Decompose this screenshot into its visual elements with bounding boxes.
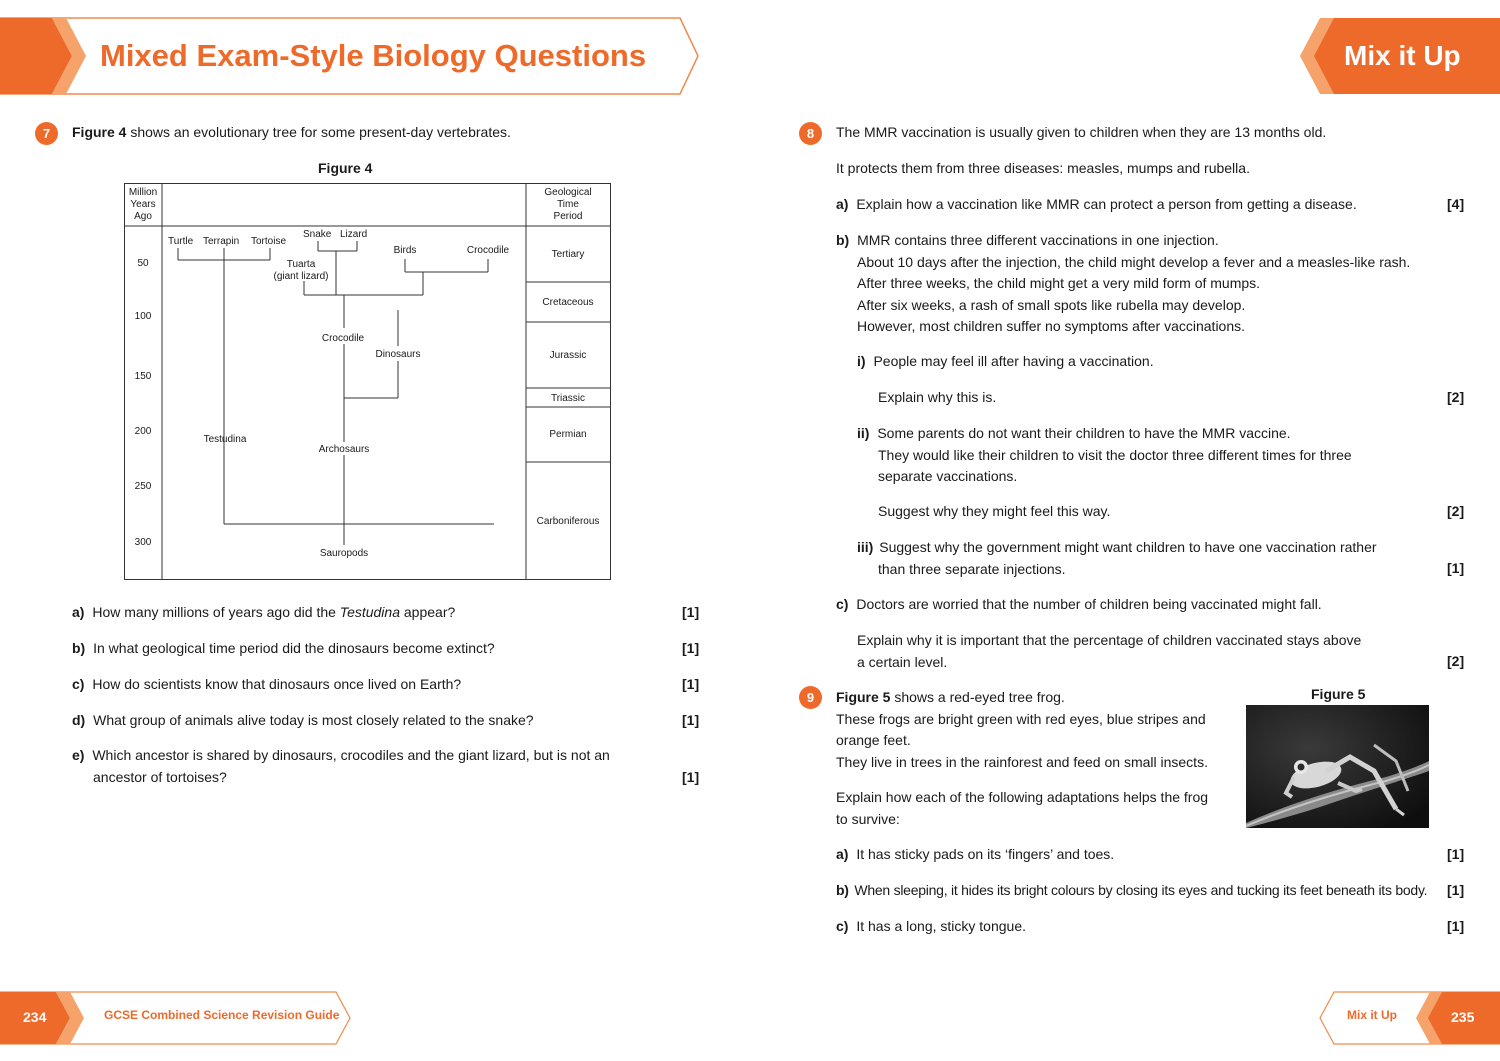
part-text-line: After six weeks, a rash of small spots like rubella may develop. (857, 296, 1246, 313)
q8-part-b (836, 230, 1410, 338)
subpart-text-line1: Suggest why the government might want children to have one vaccination rather (879, 539, 1377, 555)
col-header-period-1: Geological (544, 187, 592, 198)
label-tortoise: Tortoise (251, 236, 287, 247)
part-text: Doctors are worried that the number of children being vaccinated might fall. (856, 596, 1322, 612)
part-label: d) (72, 712, 86, 728)
part-text-line1: Explain why it is important that the percentage of children vaccinated stays above (857, 632, 1362, 648)
label-crocodile-mid: Crocodile (321, 333, 365, 344)
tree-frog-photo (1246, 705, 1429, 828)
part-text-line: After three weeks, the child might get a very mild form of mumps. (857, 275, 1261, 291)
part-text: When sleeping, it hides its bright colours by closing its eyes and tucking its feet beneath its body. (854, 882, 1428, 898)
q8-part-b-iii (857, 537, 1377, 580)
q9-line: These frogs are bright green with red eyes, blue stripes and (836, 710, 1206, 727)
part-text: It has a long, sticky tongue. (856, 918, 1026, 934)
subpart-text-line: separate vaccinations. (878, 468, 1018, 484)
part-label: c) (836, 596, 849, 612)
label-sauropods: Sauropods (319, 548, 369, 559)
part-text-line: About 10 days after the injection, the child might develop a fever and a measles-like rash. (857, 253, 1411, 270)
mark: [1] (682, 640, 700, 656)
subpart-label: iii) (857, 539, 874, 555)
q8-intro-1: The MMR vaccination is usually given to children when they are 13 months old. (836, 124, 1327, 140)
mark: [1] (1447, 882, 1465, 898)
question-number-9: 9 (799, 686, 822, 709)
part-text-line1: Which ancestor is shared by dinosaurs, crocodiles and the giant lizard, but is not an (92, 747, 610, 763)
q9-line: orange feet. (836, 732, 911, 748)
part-text: It has sticky pads on its ‘fingers’ and toes. (856, 846, 1115, 862)
label-snake: Snake (303, 229, 332, 240)
q9-intro-text: shows a red-eyed tree frog. (890, 689, 1065, 705)
label-birds: Birds (393, 245, 417, 256)
subpart-label: i) (857, 353, 866, 369)
part-label: c) (72, 676, 85, 692)
col-header-period-3: Period (553, 211, 583, 222)
page-number-left: 234 (23, 1009, 47, 1025)
figure-4-caption: Figure 4 (318, 160, 373, 176)
q8-part-c (836, 594, 1322, 616)
q7-part-c (72, 674, 461, 696)
mark: [2] (1447, 389, 1465, 405)
part-label: c) (836, 918, 849, 934)
part-text-line: MMR contains three different vaccinations in one injection. (857, 232, 1219, 248)
part-text-line: However, most children suffer no symptoms after vaccinations. (857, 318, 1246, 334)
part-text: What group of animals alive today is most closely related to the snake? (93, 712, 534, 728)
col-header-period-2: Time (557, 199, 579, 210)
year-label: 300 (134, 537, 152, 548)
footer-book-title: GCSE Combined Science Revision Guide (104, 1008, 340, 1022)
question-number-8: 8 (799, 122, 822, 145)
label-tuarta: Tuarta (286, 259, 316, 270)
mark: [4] (1447, 196, 1465, 212)
q7-figure-ref: Figure 4 (72, 124, 127, 140)
question-number-7: 7 (35, 122, 58, 145)
part-text: How do scientists know that dinosaurs once lived on Earth? (92, 676, 462, 692)
part-text-italic: Testudina (339, 604, 400, 620)
q7-part-e (72, 745, 610, 788)
q8-part-b-ii (857, 423, 1352, 488)
part-label: e) (72, 747, 85, 763)
q7-intro (72, 122, 511, 144)
period-label: Tertiary (551, 249, 585, 260)
q9-part-a (836, 844, 1114, 866)
label-giant-lizard: (giant lizard) (273, 271, 329, 282)
period-label: Jurassic (549, 350, 587, 361)
year-label: 50 (137, 258, 149, 269)
period-label: Carboniferous (536, 516, 600, 527)
year-label: 150 (134, 371, 152, 382)
mark: [1] (682, 676, 700, 692)
q9-line: They live in trees in the rainforest and feed on small insects. (836, 753, 1208, 770)
q9-figure-ref: Figure 5 (836, 689, 891, 705)
mark: [1] (682, 604, 700, 620)
q9-part-c (836, 916, 1026, 938)
q8-part-b-ii-suggest: Suggest why they might feel this way. (878, 503, 1111, 519)
q8-part-b-i-explain: Explain why this is. (878, 389, 997, 405)
label-dinosaurs: Dinosaurs (375, 349, 421, 360)
q9-part-b (836, 880, 1427, 902)
year-label: 100 (134, 311, 152, 322)
mark: [1] (1447, 846, 1465, 862)
subpart-text-line: They would like their children to visit the doctor three different times for three (878, 446, 1352, 463)
period-label: Cretaceous (542, 297, 594, 308)
label-archosaurs: Archosaurs (318, 444, 370, 455)
period-label: Permian (549, 429, 587, 440)
q9-explain-line1: Explain how each of the following adaptations helps the frog (836, 789, 1209, 805)
part-text-pre: How many millions of years ago did the (92, 604, 340, 620)
evolutionary-tree-figure (120, 178, 620, 584)
mark: [1] (682, 712, 700, 728)
label-testudina: Testudina (203, 434, 247, 445)
footer-section-title: Mix it Up (1347, 1008, 1397, 1022)
label-crocodile-top: Crocodile (466, 245, 510, 256)
part-label: a) (836, 196, 849, 212)
subpart-label: ii) (857, 425, 870, 441)
mark: [1] (682, 769, 700, 785)
q7-part-a (72, 602, 455, 624)
part-label: a) (72, 604, 85, 620)
page-number-right: 235 (1451, 1009, 1475, 1025)
part-text: In what geological time period did the dinosaurs become extinct? (93, 640, 495, 656)
part-text-post: appear? (400, 604, 456, 620)
mark: [2] (1447, 503, 1465, 519)
label-turtle: Turtle (168, 236, 194, 247)
q9-explain-line2: to survive: (836, 810, 900, 827)
col-header-years-3: Ago (134, 211, 152, 222)
col-header-years-1: Million (128, 187, 158, 198)
q8-part-c-explain (857, 630, 1361, 673)
part-label: a) (836, 846, 849, 862)
mark: [1] (1447, 560, 1465, 576)
subpart-text-line: Some parents do not want their children to have the MMR vaccine. (877, 425, 1291, 441)
part-text: Explain how a vaccination like MMR can protect a person from getting a disease. (856, 196, 1357, 212)
subpart-text: People may feel ill after having a vaccination. (873, 353, 1154, 369)
q7-part-b (72, 638, 495, 660)
year-label: 250 (134, 481, 152, 492)
q7-intro-text: shows an evolutionary tree for some present-day vertebrates. (126, 124, 511, 140)
q7-part-d (72, 710, 534, 732)
label-lizard: Lizard (340, 229, 368, 240)
year-label: 200 (134, 426, 152, 437)
period-label: Triassic (550, 393, 586, 404)
part-label: b) (72, 640, 86, 656)
page-title: Mixed Exam-Style Biology Questions (100, 38, 647, 73)
mark: [1] (1447, 918, 1465, 934)
label-terrapin: Terrapin (203, 236, 240, 247)
col-header-years-2: Years (130, 199, 156, 210)
q9-intro (836, 687, 1208, 773)
subpart-text-line2: than three separate injections. (878, 560, 1066, 577)
section-title: Mix it Up (1344, 40, 1461, 71)
figure-5-caption: Figure 5 (1311, 686, 1366, 702)
q9-explain (836, 787, 1208, 830)
part-text-line2: a certain level. (857, 653, 948, 670)
part-text-line2: ancestor of tortoises? (93, 768, 227, 785)
part-label: b) (836, 232, 850, 248)
part-label: b) (836, 882, 849, 898)
q8-intro-2: It protects them from three diseases: measles, mumps and rubella. (836, 160, 1250, 176)
mark: [2] (1447, 653, 1465, 669)
q8-part-a (836, 194, 1357, 216)
q8-part-b-i (857, 351, 1154, 373)
